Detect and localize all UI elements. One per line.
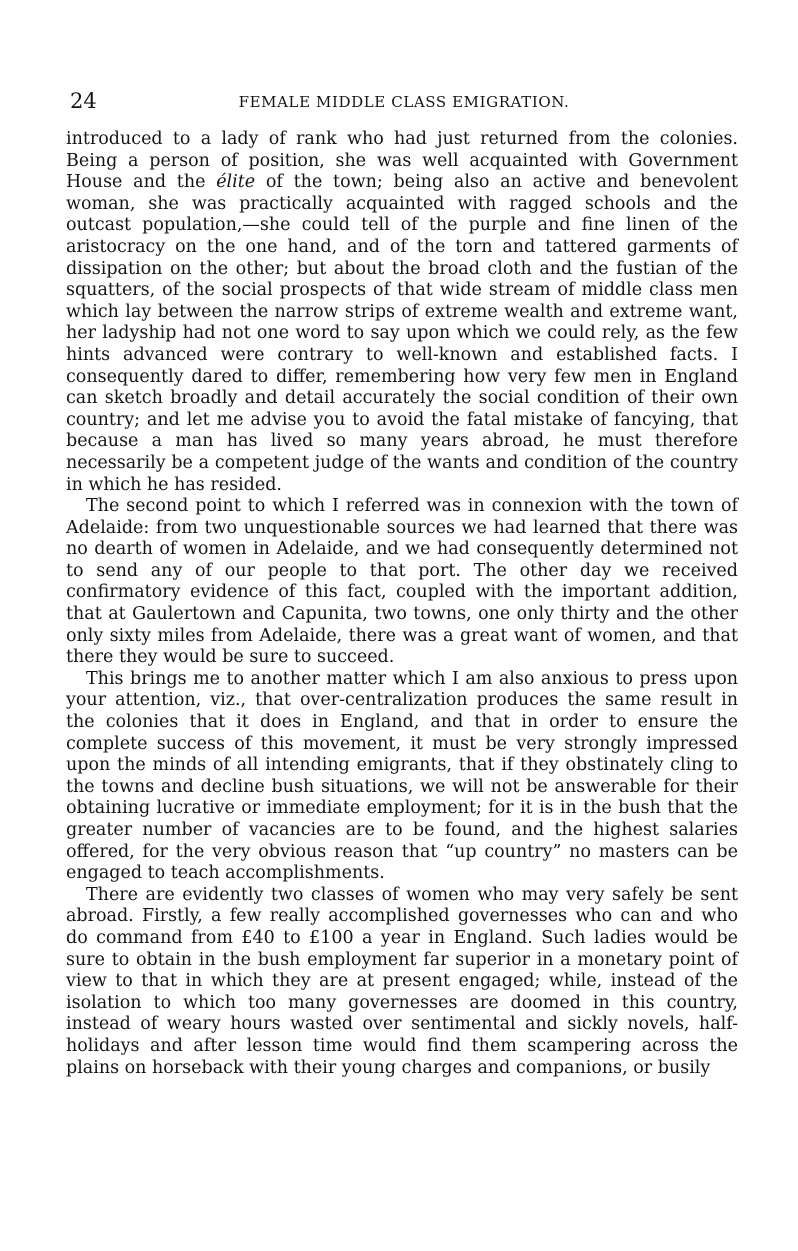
paragraph-1-text-before: introduced to a lady of rank who had just returned from the colonies. Being a person of position, she was well acquainted with Government House and the: [66, 129, 738, 193]
paragraph-2: The second point to which I referred was in connexion with the town of Adelaide: from two unquestionable sources we had learned that there was no dearth of women in Adelaide, and we had consequently determined not to send any of our people to that port. The other day we received confirmatory evidence of this fact, coupled with the important addition, that at Gaulertown and Capunita, two towns, one only thirty and the other only sixty miles from Adelaide, there was a great want of women, and that there they would be sure to succeed.: [66, 496, 738, 668]
paragraph-4: There are evidently two classes of women who may very safely be sent abroad. Firstly, a few really accomplished governesses who can and who do command from £40 to £100 a year in England. Such ladies would be sure to obtain in the bush employment far superior in a monetary point of view to that in which they are at present engaged; while, instead of the isolation to which too many governesses are doomed in this country, instead of weary hours wasted over sentimental and sickly novels, half-holidays and after lesson time would find them scampering across the plains on horseback with their young charges and companions, or busily: [66, 884, 738, 1078]
page-header: [70, 86, 738, 116]
page-number: 24: [70, 89, 97, 113]
paragraph-1: [66, 129, 738, 496]
paragraph-3: This brings me to another matter which I am also anxious to press upon your attention, viz., that over-centralization produces the same result in the colonies that it does in England, and that in order to ensure the complete success of this movement, it must be very strongly impressed upon the minds of all intending emigrants, that if they obstinately cling to the towns and decline bush situations, we will not be answerable for their obtaining lucrative or immediate employment; for it is in the bush that the greater number of vacancies are to be found, and the highest salaries offered, for the very obvious reason that “up country” no masters can be engaged to teach accomplishments.: [66, 668, 738, 884]
body-text: [66, 129, 738, 1079]
paragraph-1-text-after: of the town; being also an active and benevolent woman, she was practically acquainted with ragged schools and the outcast population,—she could tell of the purple and fine linen of the aristocracy on the one hand, and of the torn and tattered garments of dissipation on the other; but about the broad cloth and the fustian of the squatters, of the social prospects of that wide stream of middle class men which lay between the narrow strips of extreme wealth and extreme want, her ladyship had not one word to say upon which we could rely, as the few hints advanced were contrary to well-known and established facts. I consequently dared to differ, remembering how very few men in England can sketch broadly and detail accurately the social condition of their own country; and let me advise you to avoid the fatal mistake of fancying, that because a man has lived so many years abroad, he must therefore necessarily be a competent judge of the wants and condition of the country in which he has resided.: [66, 172, 738, 495]
paragraph-1-emphasis: élite: [216, 172, 256, 193]
running-title: FEMALE MIDDLE CLASS EMIGRATION.: [238, 93, 570, 111]
